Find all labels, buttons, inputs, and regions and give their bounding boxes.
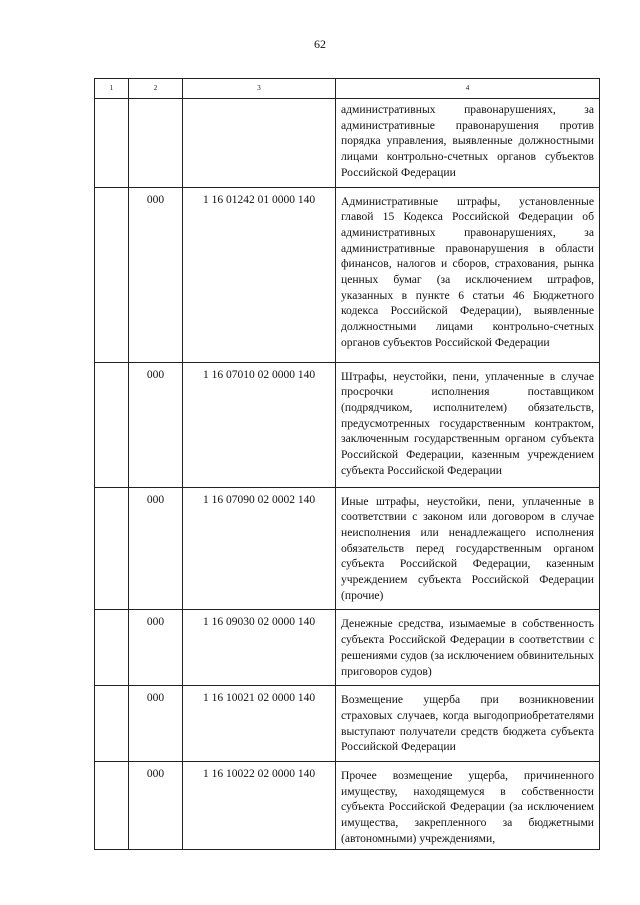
description-text: Денежные средства, изымаемые в собственность субъекта Российской Федерации в соответствии с решениями судов (за исключением обвинительных приговоров судов) bbox=[341, 617, 594, 678]
kbk-code: 1 16 10021 02 0000 140 bbox=[202, 692, 316, 705]
table-row-continuation bbox=[95, 99, 600, 188]
admin-code: 000 bbox=[146, 368, 165, 381]
admin-code-cell bbox=[129, 187, 183, 362]
admin-code-cell bbox=[129, 362, 183, 487]
table-row bbox=[95, 762, 600, 850]
empty-cell bbox=[129, 99, 183, 188]
admin-code-cell bbox=[129, 487, 183, 610]
column-number-4: 4 bbox=[336, 79, 600, 99]
description-text: административных правонарушениях, за административные правонарушения против порядка управления, выявленные должностными лицами контрольно-счетных органов субъектов Российской Федерации bbox=[341, 103, 594, 179]
empty-cell bbox=[95, 99, 129, 188]
empty-cell bbox=[95, 362, 129, 487]
kbk-code: 1 16 01242 01 0000 140 bbox=[202, 193, 316, 206]
kbk-code: 1 16 10022 02 0000 140 bbox=[202, 768, 316, 781]
description-cell bbox=[336, 610, 600, 686]
description-cell bbox=[336, 187, 600, 362]
admin-code: 000 bbox=[146, 493, 165, 506]
table-row bbox=[95, 362, 600, 487]
kbk-code: 1 16 07010 02 0000 140 bbox=[202, 368, 316, 381]
description-cell bbox=[336, 762, 600, 850]
page-number: 62 bbox=[314, 37, 326, 51]
column-number-3: 3 bbox=[183, 79, 336, 99]
empty-cell bbox=[95, 686, 129, 762]
admin-code: 000 bbox=[146, 768, 165, 781]
description-cell bbox=[336, 487, 600, 610]
kbk-code-cell bbox=[183, 610, 336, 686]
description-text: Возмещение ущерба при возникновении страховых случаев, когда выгодоприобретателями выступают получатели средств бюджета субъекта Российской Федерации bbox=[341, 693, 594, 754]
table-row bbox=[95, 610, 600, 686]
description-cell bbox=[336, 99, 600, 188]
admin-code-cell bbox=[129, 762, 183, 850]
kbk-code-cell bbox=[183, 762, 336, 850]
admin-code: 000 bbox=[146, 616, 165, 629]
table-row bbox=[95, 187, 600, 362]
kbk-code-cell bbox=[183, 686, 336, 762]
table-row bbox=[95, 686, 600, 762]
kbk-code-cell bbox=[183, 187, 336, 362]
empty-cell bbox=[183, 99, 336, 188]
kbk-code: 1 16 09030 02 0000 140 bbox=[202, 616, 316, 629]
description-text: Административные штрафы, установленные главой 15 Кодекса Российской Федерации об административных правонарушениях, за административные правонарушения в области финансов, налогов и сборов, страхования, рынка ценных бумаг (за исключением штрафов, указанных в пункте 6 статьи 46 Бюджетного кодекса Российской Федерации), выявленные должностными лицами контрольно-счетных органов субъектов Российской Федерации bbox=[341, 194, 594, 349]
description-text: Иные штрафы, неустойки, пени, уплаченные в соответствии с законом или договором в случае неисполнения или ненадлежащего исполнения обязательств перед государственным органом субъекта Российской Федерации, казенным учреждением субъекта Российской Федерации (прочие) bbox=[341, 494, 594, 602]
admin-code-cell bbox=[129, 610, 183, 686]
description-text: Прочее возмещение ущерба, причиненного имуществу, находящемуся в собственности субъекта Российской Федерации (за исключением имущества, закрепленного за бюджетными (автономными) учреждениями, bbox=[341, 769, 594, 845]
empty-cell bbox=[95, 187, 129, 362]
admin-code: 000 bbox=[146, 692, 165, 705]
kbk-code-cell bbox=[183, 362, 336, 487]
table-row bbox=[95, 487, 600, 610]
kbk-code: 1 16 07090 02 0002 140 bbox=[202, 493, 316, 506]
budget-classification-table bbox=[94, 78, 600, 850]
column-number-1: 1 bbox=[95, 79, 129, 99]
empty-cell bbox=[95, 610, 129, 686]
kbk-code-cell bbox=[183, 487, 336, 610]
column-number-2: 2 bbox=[129, 79, 183, 99]
admin-code-cell bbox=[129, 686, 183, 762]
description-cell bbox=[336, 686, 600, 762]
empty-cell bbox=[95, 487, 129, 610]
description-cell bbox=[336, 362, 600, 487]
empty-cell bbox=[95, 762, 129, 850]
table-header-row bbox=[95, 79, 600, 99]
description-text: Штрафы, неустойки, пени, уплаченные в случае просрочки исполнения поставщиком (подрядчиком, исполнителем) обязательств, предусмотренных государственным контрактом, заключенным государственным органом субъекта Российской Федерации, казенным учреждением субъекта Российской Федерации bbox=[341, 369, 594, 477]
admin-code: 000 bbox=[146, 193, 165, 206]
